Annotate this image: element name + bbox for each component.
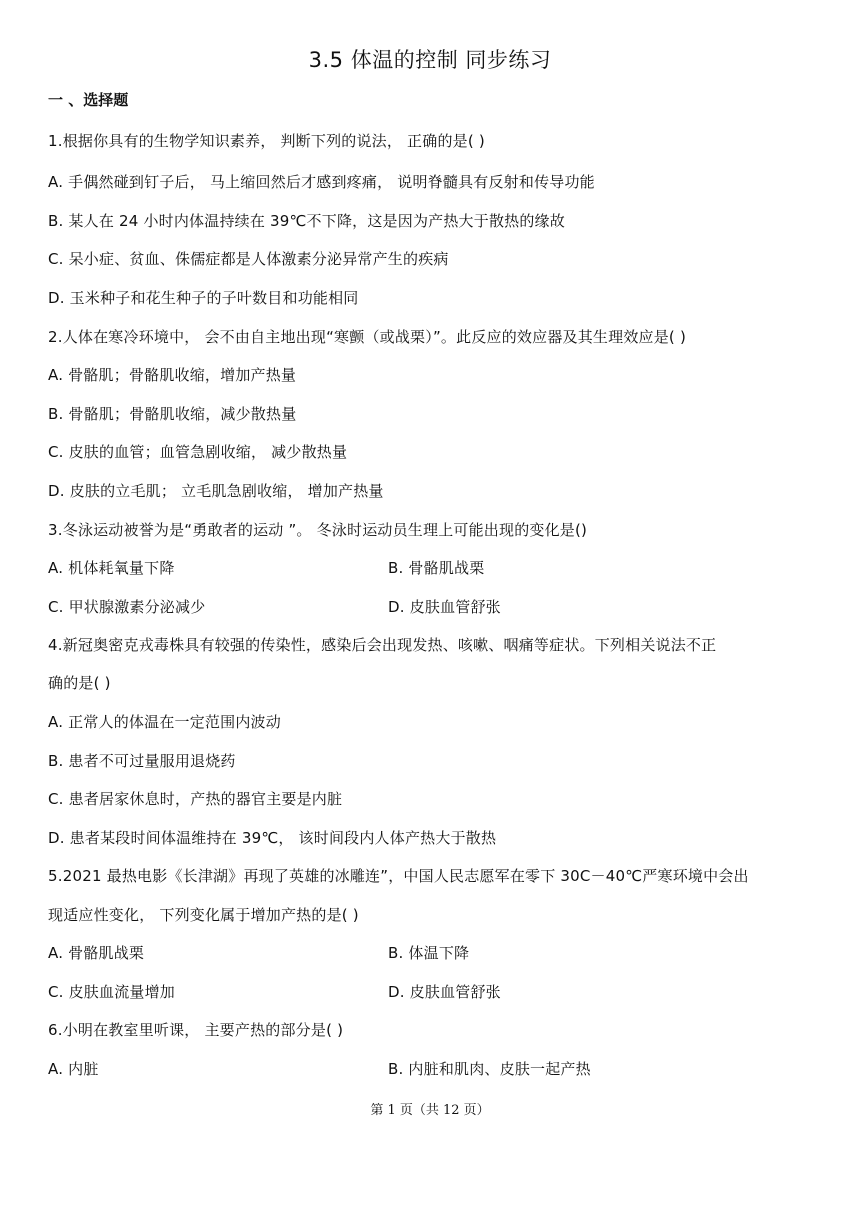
question-2-option-b: B. 骨骼肌；骨骼肌收缩，减少散热量 xyxy=(48,405,297,423)
question-1-stem: 1.根据你具有的生物学知识素养， 判断下列的说法， 正确的是( ) xyxy=(48,132,485,150)
question-5-option-c: C. 皮肤血流量增加 xyxy=(48,983,176,1001)
question-2-option-c: C. 皮肤的血管；血管急剧收缩， 减少散热量 xyxy=(48,443,348,461)
question-3-stem: 3.冬泳运动被誉为是“勇敢者的运动 ”。 冬泳时运动员生理上可能出现的变化是() xyxy=(48,521,588,539)
section-heading: 一 、选择题 xyxy=(48,91,129,109)
question-6-option-a: A. 内脏 xyxy=(48,1060,99,1078)
question-3-option-a: A. 机体耗氧量下降 xyxy=(48,559,175,577)
question-6-option-b: B. 内脏和肌肉、皮肤一起产热 xyxy=(388,1060,591,1078)
question-4-option-c: C. 患者居家休息时，产热的器官主要是内脏 xyxy=(48,790,343,808)
question-1-option-b: B. 某人在 24 小时内体温持续在 39℃不下降，这是因为产热大于散热的缘故 xyxy=(48,212,565,230)
question-4-stem-line-2: 确的是( ) xyxy=(48,674,111,692)
question-5-option-d: D. 皮肤血管舒张 xyxy=(388,983,501,1001)
question-5-stem-line-1: 5.2021 最热电影《长津湖》再现了英雄的冰雕连”，中国人民志愿军在零下 30C－40℃严寒环境中会出 xyxy=(48,867,749,885)
question-6-stem: 6.小明在教室里听课， 主要产热的部分是( ) xyxy=(48,1021,344,1039)
question-5-stem-line-2: 现适应性变化， 下列变化属于增加产热的是( ) xyxy=(48,906,359,924)
page-footer: 第 1 页（共 12 页） xyxy=(370,1103,490,1118)
question-4-stem-line-1: 4.新冠奥密克戎毒株具有较强的传染性，感染后会出现发热、咳嗽、咽痛等症状。下列相关说法不正 xyxy=(48,636,717,654)
question-1-option-d: D. 玉米种子和花生种子的子叶数目和功能相同 xyxy=(48,289,359,307)
question-3-option-d: D. 皮肤血管舒张 xyxy=(388,598,501,616)
question-3-option-c: C. 甲状腺激素分泌减少 xyxy=(48,598,206,616)
page-title: 3.5 体温的控制 同步练习 xyxy=(308,48,552,72)
question-4-option-a: A. 正常人的体温在一定范围内波动 xyxy=(48,713,281,731)
question-1-option-c: C. 呆小症、贫血、侏儒症都是人体激素分泌异常产生的疾病 xyxy=(48,250,449,268)
question-2-stem: 2.人体在寒冷环境中， 会不由自主地出现“寒颤（或战栗）”。此反应的效应器及其生理效应是( ) xyxy=(48,328,686,346)
question-4-option-b: B. 患者不可过量服用退烧药 xyxy=(48,752,236,770)
question-2-option-a: A. 骨骼肌；骨骼肌收缩，增加产热量 xyxy=(48,366,297,384)
question-4-option-d: D. 患者某段时间体温维持在 39℃， 该时间段内人体产热大于散热 xyxy=(48,829,497,847)
question-1-option-a: A. 手偶然碰到钉子后， 马上缩回然后才感到疼痛， 说明脊髓具有反射和传导功能 xyxy=(48,173,595,191)
question-5-option-a: A. 骨骼肌战栗 xyxy=(48,944,145,962)
question-5-option-b: B. 体温下降 xyxy=(388,944,470,962)
question-2-option-d: D. 皮肤的立毛肌； 立毛肌急剧收缩， 增加产热量 xyxy=(48,482,384,500)
question-3-option-b: B. 骨骼肌战栗 xyxy=(388,559,485,577)
